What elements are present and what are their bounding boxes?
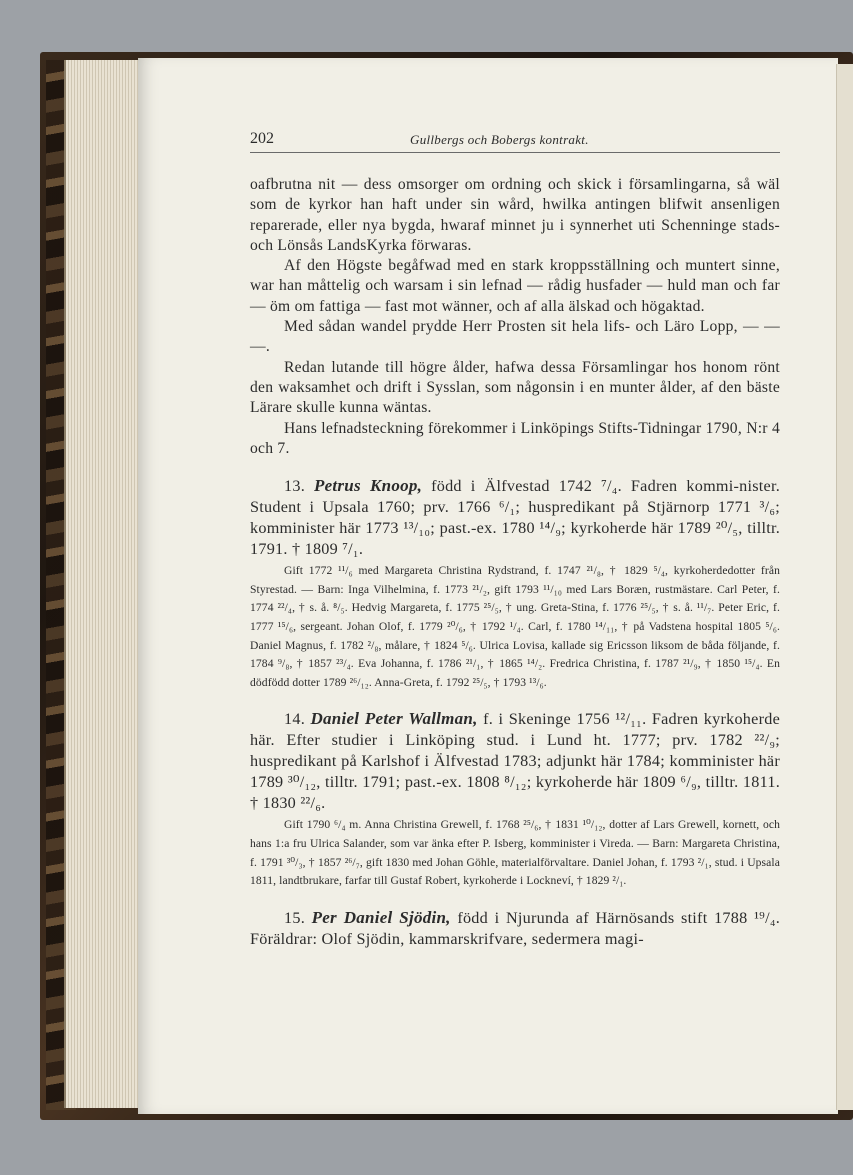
- entry-main: [250, 907, 780, 950]
- biography-entry: [250, 475, 780, 692]
- page-number: 202: [250, 130, 274, 147]
- entry-text: född i Älfvestad 1742 ⁷/₄. Fadren kommi-nister. Student i Upsala 1760; prv. 1766 ⁶/₁; huspredikant på Stjärnorp 1771 ³/₆; komminister här 1773 ¹³/₁₀; past.-ex. 1780 ¹⁴/₉; kyrkoherde här 1789 ²⁰/₅, tilltr. 1791. † 1809 ⁷/₁.: [250, 477, 781, 559]
- page-header: [250, 124, 780, 153]
- entry-text: f. i Skeninge 1756 ¹²/₁₁. Fadren kyrkoherde här. Efter studier i Linköping stud. i Lund ht. 1777; prv. 1782 ²²/₉; huspredikant på Karlshof i Älfvestad 1783; adjunkt här 1784; komminister här 1789 ³⁰/₁₂, tilltr. 1791; past.-ex. 1808 ⁸/₁₂; kyrkoherde här 1809 ⁶/₉, tilltr. 1811. † 1830 ²²/₆.: [250, 710, 781, 813]
- entry-name: Daniel Peter Wallman,: [310, 709, 478, 729]
- entry-main: [250, 475, 780, 560]
- entry-number: 15.: [284, 908, 305, 927]
- entry-name: Per Daniel Sjödin,: [311, 907, 451, 927]
- paragraph: Af den Högste begåfwad med en stark kroppsställning och muntert sinne, war han måttelig och warsam i sin lefnad — rådig husfader — huld man och far — öm om fattiga — fast mot wänner, och af alla älskad och högaktad.: [250, 257, 780, 315]
- entry-text: född i Njurunda af Härnösands stift 1788 ¹⁹/₄. Föräldrar: Olof Sjödin, kammarskrifvare, sedermera magi-: [250, 908, 781, 948]
- entry-family: Gift 1790 ⁶/₄ m. Anna Christina Grewell, f. 1768 ²⁵/₆, † 1831 ¹⁰/₁₂, dotter af Lars Grewell, kornett, och hans 1:a fru Ulrica Salander, som var änka efter P. Isberg, komminister i Vireda. — Barn: Margareta Christina, f. 1791 ³⁰/₃, † 1857 ²⁶/₇, gift 1830 med Johan Göhle, materialförvaltare. Daniel Johan, f. 1793 ²/₁, stud. i Upsala 1811, landtbrukare, farfar till Gustaf Robert, kyrkoherde i Lockneví, † 1829 ²/₁.: [250, 818, 780, 888]
- running-head: Gullbergs och Bobergs kontrakt.: [410, 132, 589, 147]
- facing-page-edge: [836, 64, 853, 1110]
- entry-number: 13.: [284, 477, 305, 496]
- paragraph: oafbrutna nit — dess omsorger om ordning och skick i församlingarna, så wäl som de kyrkor han haft under sin wård, hwilka antingen blifwit ansenligen reparerade, eller nya bygda, hwaraf minnet ju i synnerhet uti Schenninge stads- och Lönsås LandsKyrka förwaras.: [250, 176, 780, 254]
- entry-family: Gift 1772 ¹¹/₆ med Margareta Christina Rydstrand, f. 1747 ²¹/₈, † 1829 ⁵/₄, kyrkoherdedotter från Styrestad. — Barn: Inga Vilhelmina, f. 1773 ²¹/₂, gift 1793 ¹¹/₁₀ med Lars Boræn, rustmästare. Carl Peter, f. 1774 ²²/₄, † s. å. ⁸/₅. Hedvig Margareta, f. 1775 ²⁵/₅, † ung. Greta-Stina, f. 1776 ²⁵/₅, † s. å. ¹¹/₇. Peter Eric, f. 1777 ¹⁵/₆, sergeant. Johan Olof, f. 1779 ²⁰/₆, † 1792 ¹/₄. Carl, f. 1780 ¹⁴/₁₁, † på Vadstena hospital 1805 ⁵/₆. Daniel Magnus, f. 1782 ²/₈, målare, † 1824 ⁵/₆. Ulrica Lovisa, kallade sig Ericsson liksom de båda följande, f. 1784 ⁹/₈, † 1857 ²³/₄. Eva Johanna, f. 1786 ²¹/₁, † 1865 ¹⁴/₂. Fredrica Christina, f. 1787 ²¹/₉, † 1850 ¹⁵/₄. En dödfödd dotter 1789 ²⁶/₁₂. Anna-Greta, f. 1792 ²⁵/₅, † 1793 ¹³/₆.: [250, 564, 780, 689]
- paragraph: Med sådan wandel prydde Herr Prosten sit hela lifs- och Läro Lopp, — — —.: [250, 318, 780, 356]
- biography-entry: [250, 708, 780, 890]
- paragraph: Redan lutande till högre ålder, hafwa dessa Församlingar hos honom rönt den waksamhet och drift i Sysslan, som någonsin i en munter ålder, af den bäste Lärare skulle kunna wäntas.: [250, 358, 780, 417]
- paragraph: Hans lefnadsteckning förekommer i Linköpings Stifts-Tidningar 1790, N:r 4 och 7.: [250, 419, 780, 457]
- entry-number: 14.: [284, 710, 305, 729]
- page-text: [250, 124, 780, 950]
- biography-entry: [250, 907, 780, 950]
- entry-main: [250, 708, 780, 814]
- entry-name: Petrus Knoop,: [314, 476, 423, 496]
- page-stack-edge: [64, 60, 146, 1108]
